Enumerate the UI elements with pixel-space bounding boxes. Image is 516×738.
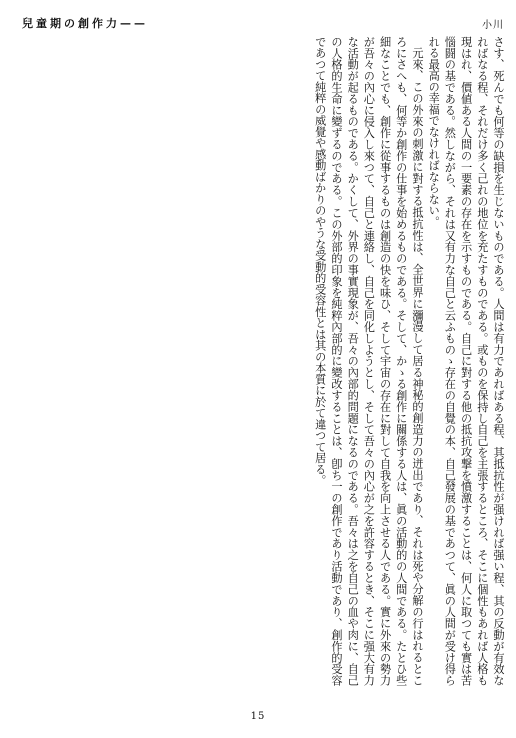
body-text bbox=[12, 36, 506, 686]
running-title: 兒童期の創作力—— bbox=[22, 17, 148, 30]
paragraph-continuation: さす、死んでも何等の缺損を生じないものである。人間は有力であればある程、其抵抗性が强ければ强い程、其の反動が有效なればなる程、それだけ多く己れの地位を充たすものである。或ものを保持し自己を主張するところ、そこに個性もあれば人格も現はれ、價値ある人間の一要素の存在を示すものである。自己に對する他の抵抗攻撃を憤激することは、何人に取つても實は苦惱闘の基である。然しながら、それは又有力な自己と云ふものゝ存在の自覺の本、自己發展の基であつて、眞の人間が受け得られる最高の幸福でなければならない。 bbox=[427, 36, 505, 686]
page-number: 15 bbox=[250, 711, 266, 722]
running-header bbox=[22, 14, 504, 32]
paragraph: 元來、この外來の刺激に對する抵抗性は、全世界に瀰漫して居る神秘的創造力の迸出であり、それは死や分解の行はれるところにさへも、何等か創作の仕事を始めるものである。そして、かゝる創作に關係する人は、眞の活動的の人間である。たとひ些細なことでも、創作に從事するものは創造の快を味ひ、そして宇宙の存在に對して自我を向上させる人である。實に外來の勢力が吾々の內心に侵入し來つて、自己と連絡し、自己を同化しようとし、そして吾々の內心が之を許容するとき、そこに强大有力な活動が起るものである。かくして、外界の事實現象が、吾々の內部的問題になるのである。吾々は之を自己の血や肉に、自己の人格的生命に變ずるのである。この外部的印象を純粹內部的に變改することは、卽ち一の創作であり活動であり、創作的受容であつて純粹の威覺や感動ばかりのやうな受動的受容性とは其の本質に於て違つて居る。 bbox=[313, 36, 424, 686]
author-name: 小川 bbox=[482, 19, 504, 31]
